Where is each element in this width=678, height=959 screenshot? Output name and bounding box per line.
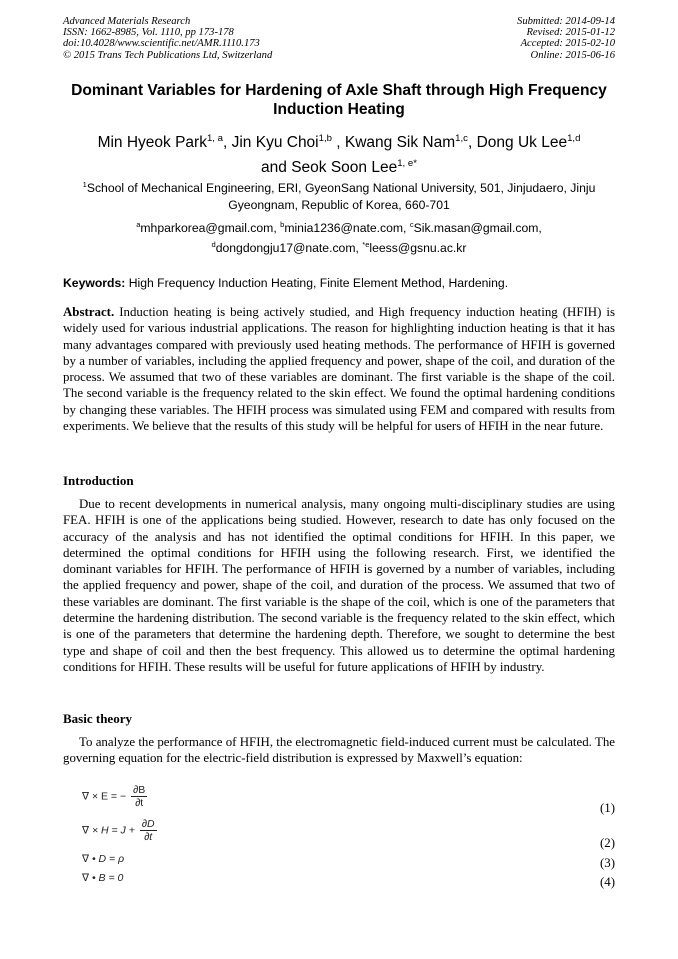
online-date: Online: 2015-06-16 xyxy=(530,49,615,61)
author-sup: 1,c xyxy=(455,132,468,144)
author-list xyxy=(40,130,638,180)
author-sep: , xyxy=(222,134,232,151)
equation-fraction xyxy=(140,818,157,843)
journal-info xyxy=(63,16,272,61)
basic-theory-text: To analyze the performance of HFIH, the electromagnetic field-induced current must be calculated. The governing equation for the electric-field distribution is expressed by Maxwell’s equation: xyxy=(63,735,615,766)
copyright: © 2015 Trans Tech Publications Ltd, Switzerland xyxy=(63,49,273,61)
email-sup: a xyxy=(136,219,141,229)
email-sup: *e xyxy=(362,239,370,249)
journal-name: Advanced Materials Research xyxy=(63,16,191,27)
issn-info: ISSN: 1662-8985, Vol. 1110, pp 173-178 xyxy=(63,27,234,39)
author-name: Seok Soon Lee xyxy=(291,159,398,176)
equation-lhs: ∇ × E = − xyxy=(82,790,127,803)
fraction-numerator: ∂B xyxy=(133,784,146,796)
author-sep: , xyxy=(331,134,345,151)
email-link[interactable]: dongdongju17@nate.com, xyxy=(215,241,363,255)
email-link[interactable]: Sik.masan@gmail.com, xyxy=(413,221,542,235)
equation-number: (4) xyxy=(599,875,615,889)
equation-lhs: ∇ × H = J + xyxy=(82,824,135,837)
doi-link[interactable]: doi:10.4028/www.scientific.net/AMR.1110.173 xyxy=(63,38,260,50)
fraction-denominator: ∂t xyxy=(144,831,153,843)
email-sup: c xyxy=(409,219,414,229)
author-sup: 1,d xyxy=(567,132,581,144)
submission-dates xyxy=(517,16,615,61)
abstract xyxy=(63,304,615,434)
affiliation-sup: 1 xyxy=(82,179,87,189)
author-name: Kwang Sik Nam xyxy=(344,134,456,151)
equation-2 xyxy=(82,818,157,843)
abstract-label: Abstract. xyxy=(63,305,115,319)
fraction-denominator: ∂t xyxy=(135,797,144,809)
accepted-date: Accepted: 2015-02-10 xyxy=(520,38,615,50)
email-link[interactable]: leess@gsnu.ac.kr xyxy=(369,241,467,255)
email-link[interactable]: mhparkorea@gmail.com, xyxy=(140,221,281,235)
author-name: Min Hyeok Park xyxy=(97,134,207,151)
keywords-text: High Frequency Induction Heating, Finite Element Method, Hardening. xyxy=(125,276,509,290)
email-link[interactable]: minia1236@nate.com, xyxy=(284,221,410,235)
author-sup: 1, a xyxy=(206,132,223,144)
fraction-numerator: ∂D xyxy=(141,818,155,830)
equation-number: (1) xyxy=(599,801,615,815)
author-sup: 1,b xyxy=(318,132,332,144)
basic-theory-heading: Basic theory xyxy=(63,711,132,726)
equation-1 xyxy=(82,784,147,809)
equation-number: (2) xyxy=(599,836,615,850)
author-name: Jin Kyu Choi xyxy=(231,134,319,151)
author-sep: , xyxy=(467,134,477,151)
equation-3: ∇ • D = ρ xyxy=(82,853,125,865)
email-list xyxy=(60,218,618,258)
email-line xyxy=(60,238,618,258)
submitted-date: Submitted: 2014-09-14 xyxy=(517,16,615,27)
email-sup: d xyxy=(211,239,216,249)
author-name: Dong Uk Lee xyxy=(476,134,568,151)
equation-fraction xyxy=(131,784,147,809)
equation-number: (3) xyxy=(599,856,615,870)
author-sup: 1, e* xyxy=(397,157,417,169)
keywords-label: Keywords: xyxy=(63,276,126,290)
keywords xyxy=(63,275,615,291)
revised-date: Revised: 2015-01-12 xyxy=(526,27,615,39)
affiliation xyxy=(60,180,618,215)
email-line xyxy=(60,218,618,238)
equation-4: ∇ • B = 0 xyxy=(82,872,124,884)
email-sup: b xyxy=(280,219,285,229)
abstract-text: Induction heating is being actively studied, and High frequency induction heating (HFIH) is widely used for various industrial applications. The reason for highlighting induction heating is that it has many advantages compared with previously used heating methods. The performance of HFIH is governed by a number of variables, including the applied frequency and power, shape of the coil, and duration of the process. We assumed that two of these variables are dominant. The first variable is the shape of the coil. The second variable is the frequency related to the skin effect. We found the optimal hardening conditions by changing these variables. The HFIH process was simulated using FEM and compared with results from experiments. We believe that the results of this study will be helpful for users of HFIH in the near future. xyxy=(63,305,615,434)
introduction-heading: Introduction xyxy=(63,473,134,488)
paper-title: Dominant Variables for Hardening of Axle Shaft through High Frequency Induction Heating xyxy=(71,82,607,118)
author-sep: and xyxy=(261,159,292,176)
introduction-text: Due to recent developments in numerical analysis, many ongoing multi-disciplinary studies are using FEA. HFIH is one of the applications being studied. However, research to date has only focused on the accuracy of the analysis and has not identified the optimal conditions for HFIH. In this paper, we determined the optimal conditions for HFIH using the following research. First, we identified the dominant variables for HFIH. The performance of HFIH is governed by a number of variables, including the applied frequency and power, shape of the coil, and duration of the process. We assumed that two of these variables are dominant. The first variable is the shape of the coil, which is one of the parameters that determine the hardening distribution. The second variable is the frequency related to the skin effect, which is one of the parameters that determine the hardening depth. Therefore, we sought to determine the best type and shape of coil and then the best frequency. This allowed us to determine the optimal hardening conditions for HFIH. These results will be useful for future applications of HFIH by industry. xyxy=(63,497,615,674)
affiliation-text: School of Mechanical Engineering, ERI, GyeonSang National University, 501, Jinjudaero, Jinju Gyeongnam, Republic of Korea, 660-701 xyxy=(86,181,596,213)
